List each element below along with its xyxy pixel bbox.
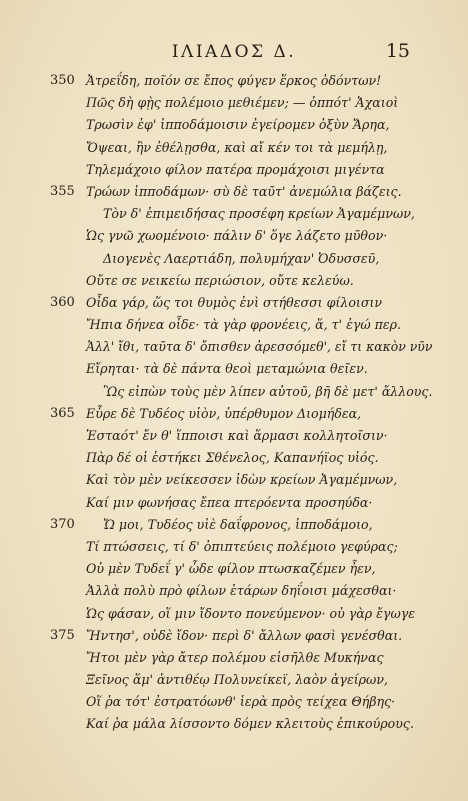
verse-line (0, 403, 468, 425)
verse-text: Ὡς φάσαν, οἵ μιν ἴδοντο πονεύμενον· οὐ γὰρ ἔγωγε (86, 605, 416, 621)
verse-line (0, 314, 468, 336)
verse-text: Ἀλλ' ἴθι, ταῦτα δ' ὄπισθεν ἀρεσσόμεθ', εἴ τι κακὸν νῦν (86, 339, 433, 355)
line-number: 360 (50, 294, 75, 310)
verse-text: Πὰρ δέ οἱ ἑστήκει Σθένελος, Καπανήϊος υἱός. (86, 450, 379, 466)
verse-line (0, 669, 468, 691)
page-header (0, 42, 468, 64)
verse-text: Καὶ τὸν μὲν νείκεσσεν ἰδὼν κρείων Ἀγαμέμνων, (86, 472, 398, 488)
verse-line (0, 159, 468, 181)
line-number: 355 (50, 183, 75, 199)
verse-line (0, 603, 468, 625)
verse-text: Ὄψεαι, ἢν ἐθέλῃσθα, καὶ αἴ κέν τοι τὰ μεμήλῃ, (86, 139, 388, 155)
verse-text: Ξεῖνος ἅμ' ἀντιθέῳ Πολυνείκεϊ, λαὸν ἀγείρων, (86, 672, 388, 688)
verse-text: Οἵ ῥα τότ' ἐστρατόωνθ' ἱερὰ πρὸς τείχεα Θήβης· (86, 694, 396, 710)
line-number: 350 (50, 73, 75, 88)
verse-text: Εἴρηται· τὰ δὲ πάντα θεοὶ μεταμώνια θεῖεν. (86, 361, 368, 377)
verse-text: Ἤπια δήνεα οἶδε· τὰ γὰρ φρονέεις, ἅ, τ' ἐγώ περ. (86, 317, 402, 333)
page-number: 15 (385, 40, 410, 62)
verse-line (0, 381, 468, 403)
verse-text: Καί μιν φωνήσας ἔπεα πτερόεντα προσηύδα· (86, 494, 373, 510)
verse-line (0, 248, 468, 270)
verse-text: Οὐ μὲν Τυδεΐ γ' ὧδε φίλον πτωσκαζέμεν ἦεν, (86, 561, 376, 577)
verse-line (0, 203, 468, 225)
verse-text: Τηλεμάχοιο φίλον πατέρα προμάχοισι μιγέντα (86, 161, 385, 177)
line-number: 375 (50, 627, 75, 643)
verse-line (0, 469, 468, 491)
verse-line (0, 647, 468, 669)
verse-line (0, 625, 468, 647)
verse-text: Ἀτρεΐδη, ποῖόν σε ἔπος φύγεν ἕρκος ὀδόντων! (86, 73, 382, 88)
verse-line (0, 137, 468, 159)
verse-text: Τρωσὶν ἐφ' ἱπποδάμοισιν ἐγείρομεν ὀξὺν Ἄρηα, (86, 117, 390, 133)
verse-text: Οἶδα γάρ, ὥς τοι θυμὸς ἐνὶ στήθεσσι φίλοισιν (86, 294, 383, 310)
verse-line (0, 270, 468, 292)
verse-line (0, 558, 468, 580)
verse-text: Καί ῥα μάλα λίσσοντο δόμεν κλειτοὺς ἐπικούρους. (86, 716, 414, 732)
verse-line (0, 181, 468, 203)
verse-text: Ἑσταότ' ἔν θ' ἵπποισι καὶ ἅρμασι κολλητοῖσιν· (86, 428, 388, 443)
verse-text: Τρώων ἱπποδάμων· σὺ δὲ ταῦτ' ἀνεμώλια βάζεις. (86, 183, 402, 199)
line-number: 370 (50, 516, 75, 532)
running-title: ΙΛΙΑΔΟΣ Δ. (171, 42, 297, 62)
verse-line (0, 536, 468, 558)
verse-text: Ἀλλὰ πολὺ πρὸ φίλων ἑτάρων δηΐοισι μάχεσθαι· (86, 583, 397, 599)
verse-line (0, 447, 468, 469)
verse-line (0, 713, 468, 735)
verse-line (0, 114, 468, 136)
verse-line (0, 691, 468, 713)
verse-line (0, 92, 468, 114)
verse-text: Διογενὲς Λαερτιάδη, πολυμήχαν' Ὀδυσσεῦ, (103, 250, 380, 266)
verse-line (0, 425, 468, 447)
verse-text: Οὔτε σε νεικείω περιώσιον, οὔτε κελεύω. (86, 272, 354, 288)
verse-text: Τὸν δ' ἐπιμειδήσας προσέφη κρείων Ἀγαμέμνων, (103, 206, 415, 222)
verse-line (0, 336, 468, 358)
verse-text: Τί πτώσσεις, τί δ' ὀπιπτεύεις πολέμοιο γεφύρας; (86, 538, 398, 554)
verse-text: Ἤντησ', οὐδὲ ἴδον· περὶ δ' ἄλλων φασὶ γενέσθαι. (86, 627, 403, 643)
verse-line (0, 70, 468, 92)
verse-line (0, 492, 468, 514)
verse-line (0, 514, 468, 536)
verse-line (0, 225, 468, 247)
verse-line (0, 358, 468, 380)
verse-line (0, 292, 468, 314)
verse-text: Εὗρε δὲ Τυδέος υἱὸν, ὑπέρθυμον Διομήδεα, (86, 405, 362, 421)
verse-lines (0, 70, 468, 736)
verse-text: Πῶς δὴ φῂς πολέμοιο μεθιέμεν; — ὁππότ' Ἀχαιοὶ (86, 95, 399, 111)
verse-text: Ἤτοι μὲν γὰρ ἄτερ πολέμου εἰσῆλθε Μυκήνας (86, 649, 384, 665)
verse-line (0, 580, 468, 602)
verse-text: Ὣς εἰπὼν τοὺς μὲν λίπεν αὐτοῦ, βῆ δὲ μετ' ἄλλους. (103, 383, 433, 399)
line-number: 365 (50, 405, 75, 421)
verse-text: Ὡς γνῶ χωομένοιο· πάλιν δ' ὅγε λάζετο μῦθον· (86, 228, 388, 244)
verse-text: Ὤ μοι, Τυδέος υἱὲ δαΐφρονος, ἱπποδάμοιο, (103, 516, 373, 532)
